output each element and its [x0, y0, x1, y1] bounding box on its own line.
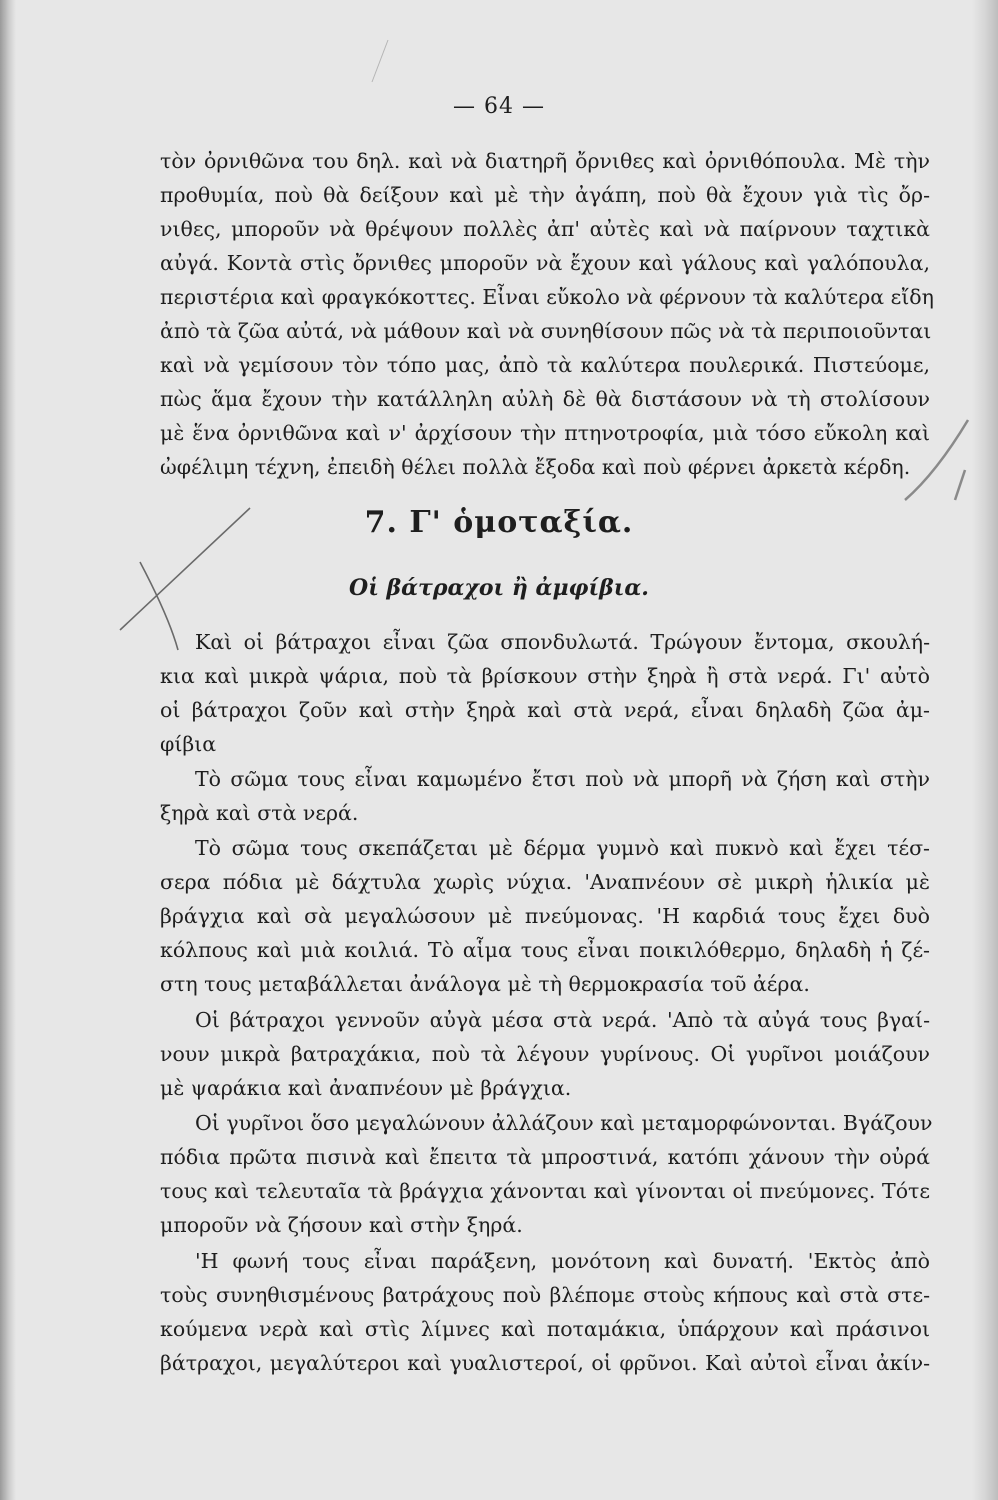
page-number: — 64 —	[453, 94, 545, 119]
text-line: νουν μικρὰ βατραχάκια, ποὺ τὰ λέγουν γυρίνους. Οἱ γυρῖνοι μοιάζουν	[160, 1042, 930, 1066]
text-line: φίβια	[160, 732, 217, 756]
text-line: κούμενα νερὰ καὶ στὶς λίμνες καὶ ποταμάκια, ὑπάρχουν καὶ πράσινοι	[160, 1317, 930, 1341]
text-line: περιστέρια καὶ φραγκόκοττες. Εἶναι εὔκολο νὰ φέρνουν τὰ καλύτερα εἴδη	[160, 285, 934, 309]
section-heading: 7. Γ' ὁμοταξία.	[364, 505, 634, 540]
text-line: Οἱ γυρῖνοι ὅσο μεγαλώνουν ἀλλάζουν καὶ μεταμορφώνονται. Βγάζουν	[195, 1111, 933, 1135]
text-line: βράγχια καὶ σὰ μεγαλώσουν μὲ πνεύμονας. 'Η καρδιά τους ἔχει δυὸ	[160, 904, 930, 928]
text-line: οἱ βάτραχοι ζοῦν καὶ στὴν ξηρὰ καὶ στὰ νερά, εἶναι δηλαδὴ ζῶα ἀμ-	[160, 698, 930, 722]
text-line: Καὶ οἱ βάτραχοι εἶναι ζῶα σπονδυλωτά. Τρώγουν ἔντομα, σκουλή-	[195, 630, 930, 654]
text-line: καὶ νὰ γεμίσουν τὸν τόπο μας, ἀπὸ τὰ καλύτερα πουλερικά. Πιστεύομε,	[160, 353, 930, 377]
text-line: Τὸ σῶμα τους εἶναι καμωμένο ἔτσι ποὺ νὰ μπορῆ νὰ ζήση καὶ στὴν	[195, 767, 930, 791]
section-subheading: Οἱ βάτραχοι ἢ ἀμφίβια.	[349, 575, 649, 601]
text-line: βάτραχοι, μεγαλύτεροι καὶ γυαλιστεροί, οἱ φρῦνοι. Καὶ αὐτοὶ εἶναι ἀκίν-	[160, 1351, 930, 1375]
text-line: Τὸ σῶμα τους σκεπάζεται μὲ δέρμα γυμνὸ καὶ πυκνὸ καὶ ἔχει τέσ-	[195, 836, 930, 860]
text-line: Οἱ βάτραχοι γεννοῦν αὐγὰ μέσα στὰ νερά. 'Απὸ τὰ αὐγά τους βγαί-	[195, 1008, 930, 1032]
text-line: ἀπὸ τὰ ζῶα αὐτά, νὰ μάθουν καὶ νὰ συνηθίσουν πῶς νὰ τὰ περιποιοῦνται	[160, 319, 932, 343]
text-line: στη τους μεταβάλλεται ἀνάλογα μὲ τὴ θερμοκρασία τοῦ ἀέρα.	[160, 972, 810, 996]
text-line: μποροῦν νὰ ζήσουν καὶ στὴν ξηρά.	[160, 1213, 523, 1237]
text-line: αὐγά. Κοντὰ στὶς ὄρνιθες μποροῦν νὰ ἔχουν καὶ γάλους καὶ γαλόπουλα,	[160, 251, 930, 275]
pencil-faint-stroke	[372, 40, 388, 82]
text-line: τοὺς συνηθισμένους βατράχους ποὺ βλέπομε στοὺς κήπους καὶ στὰ στε-	[160, 1283, 930, 1307]
pencil-cross-stroke-4	[955, 470, 965, 500]
text-line: προθυμία, ποὺ θὰ δείξουν καὶ μὲ τὴν ἀγάπη, ποὺ θὰ ἔχουν γιὰ τὶς ὄρ-	[160, 183, 930, 207]
text-line: κια καὶ μικρὰ ψάρια, ποὺ τὰ βρίσκουν στὴν ξηρὰ ἢ στὰ νερά. Γι' αὐτὸ	[160, 664, 930, 688]
text-line: 'Η φωνή τους εἶναι παράξενη, μονότονη καὶ δυνατή. 'Εκτὸς ἀπὸ	[195, 1249, 930, 1273]
text-line: κόλπους καὶ μιὰ κοιλιά. Τὸ αἷμα τους εἶναι ποικιλόθερμο, δηλαδὴ ἡ ζέ-	[160, 938, 930, 962]
text-line: μὲ ψαράκια καὶ ἀναπνέουν μὲ βράγχια.	[160, 1076, 572, 1100]
text-line: τὸν ὀρνιθῶνα του δηλ. καὶ νὰ διατηρῆ ὄρνιθες καὶ ὀρνιθόπουλα. Μὲ τὴν	[160, 149, 930, 173]
text-line: πὼς ἅμα ἔχουν τὴν κατάλληλη αὐλὴ δὲ θὰ διστάσουν νὰ τὴ στολίσουν	[160, 387, 930, 411]
text-line: τους καὶ τελευταῖα τὰ βράγχια χάνονται καὶ γίνονται οἱ πνεύμονες. Τότε	[160, 1179, 930, 1203]
text-line: πόδια πρῶτα πισινὰ καὶ ἔπειτα τὰ μπροστινά, κατόπι χάνουν τὴν οὐρά	[160, 1145, 930, 1169]
text-line: ξηρὰ καὶ στὰ νερά.	[160, 801, 359, 825]
text-line: ὠφέλιμη τέχνη, ἐπειδὴ θέλει πολλὰ ἔξοδα καὶ ποὺ φέρνει ἀρκετὰ κέρδη.	[160, 455, 911, 479]
text-line: μὲ ἕνα ὀρνιθῶνα καὶ ν' ἀρχίσουν τὴν πτηνοτροφία, μιὰ τόσο εὔκολη καὶ	[160, 421, 930, 445]
text-line: νιθες, μποροῦν νὰ θρέψουν πολλὲς ἀπ' αὐτὲς καὶ νὰ παίρνουν ταχτικὰ	[160, 217, 930, 241]
text-line: σερα πόδια μὲ δάχτυλα χωρὶς νύχια. 'Αναπνέουν σὲ μικρὴ ἡλικία μὲ	[160, 870, 930, 894]
